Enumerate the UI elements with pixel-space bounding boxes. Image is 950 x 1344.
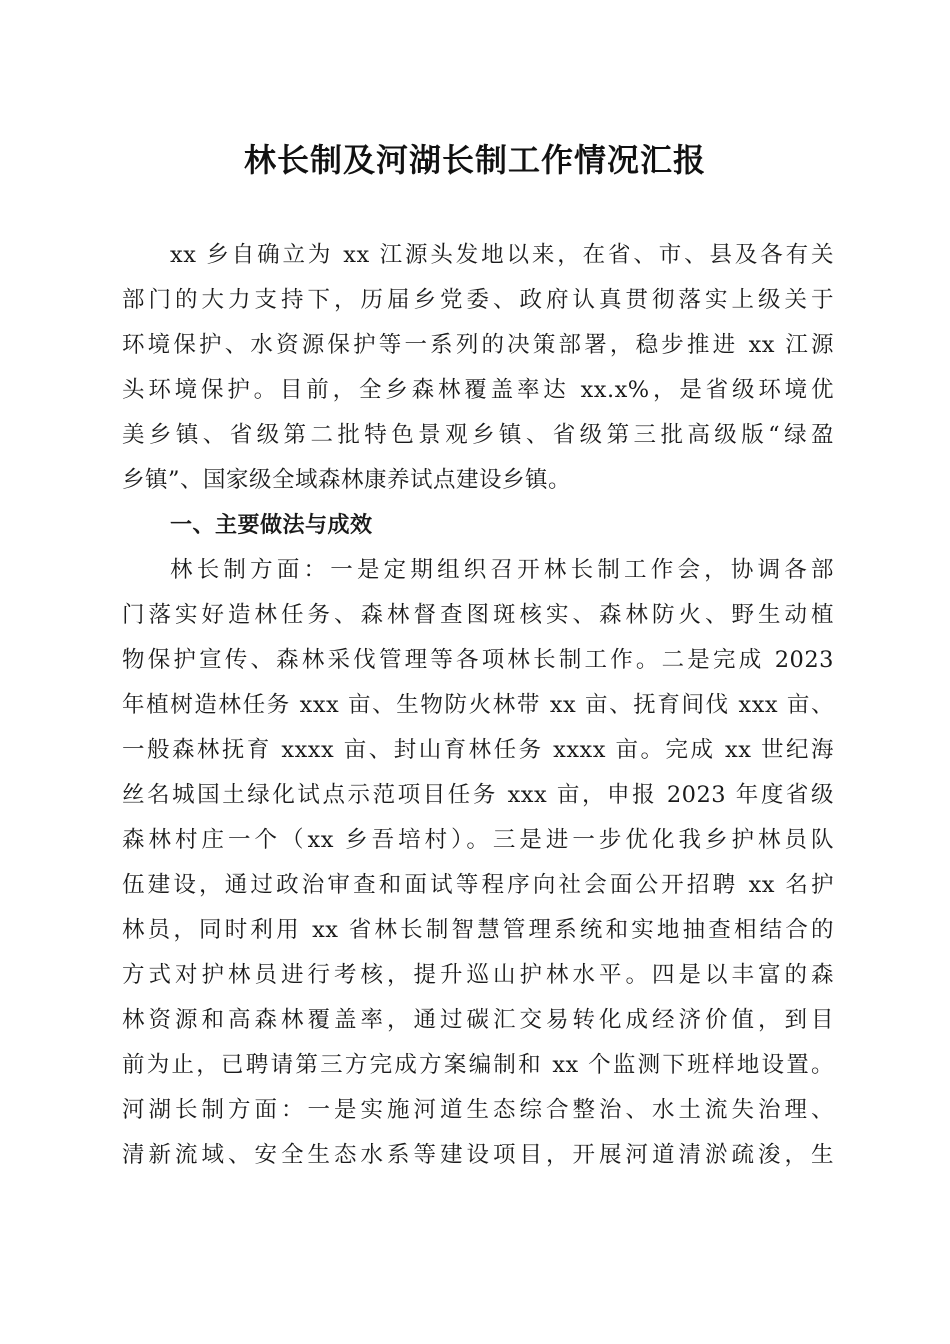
paragraph-line: 一般森林抚育 xxxx 亩、封山育林任务 xxxx 亩。完成 xx 世纪海: [122, 737, 834, 763]
paragraph-line: 年植树造林任务 xxx 亩、生物防火林带 xx 亩、抚育间伐 xxx 亩、: [122, 692, 834, 718]
paragraph-line: 乡镇”、国家级全域森林康养试点建设乡镇。: [122, 467, 572, 493]
paragraph-line: xx 乡自确立为 xx 江源头发地以来，在省、市、县及各有关: [170, 242, 834, 268]
document-title: 林长制及河湖长制工作情况汇报: [243, 141, 706, 179]
paragraph-line: 物保护宣传、森林采伐管理等各项林长制工作。二是完成 2023: [122, 647, 834, 673]
paragraph-line: 清新流域、安全生态水系等建设项目，开展河道清淤疏浚，生: [122, 1142, 834, 1168]
paragraph-line: 森林村庄一个（xx 乡吾培村）。三是进一步优化我乡护林员队: [122, 827, 834, 853]
section-heading: 一、主要做法与成效: [170, 513, 373, 538]
paragraph-line: 门落实好造林任务、森林督查图斑核实、森林防火、野生动植: [122, 602, 834, 628]
paragraph-line: 方式对护林员进行考核，提升巡山护林水平。四是以丰富的森: [122, 962, 834, 988]
paragraph-line: 林长制方面：一是定期组织召开林长制工作会，协调各部: [170, 557, 834, 583]
document-body: [122, 233, 834, 1178]
paragraph-line: 林资源和高森林覆盖率，通过碳汇交易转化成经济价值，到目: [122, 1007, 834, 1033]
paragraph-line: 林员，同时利用 xx 省林长制智慧管理系统和实地抽查相结合的: [122, 917, 834, 943]
paragraph-line: 部门的大力支持下，历届乡党委、政府认真贯彻落实上级关于: [122, 287, 834, 313]
paragraph-line: 伍建设，通过政治审查和面试等程序向社会面公开招聘 xx 名护: [122, 872, 834, 898]
paragraph-line: 头环境保护。目前，全乡森林覆盖率达 xx.x%，是省级环境优: [122, 377, 834, 403]
paragraph-line: 河湖长制方面：一是实施河道生态综合整治、水土流失治理、: [122, 1097, 834, 1123]
paragraph-line: 环境保护、水资源保护等一系列的决策部署，稳步推进 xx 江源: [122, 332, 834, 358]
paragraph-line: 美乡镇、省级第二批特色景观乡镇、省级第三批高级版“绿盈: [122, 422, 834, 448]
paragraph-line: 前为止，已聘请第三方完成方案编制和 xx 个监测下班样地设置。: [122, 1052, 834, 1078]
paragraph-line: 丝名城国土绿化试点示范项目任务 xxx 亩，申报 2023 年度省级: [122, 782, 834, 808]
